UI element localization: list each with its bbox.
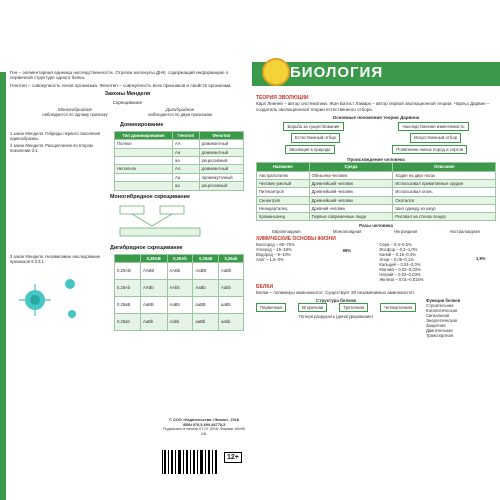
- darwin-item: Искусственный отбор: [410, 133, 461, 142]
- table-row: Неандерталец Древний человек Шил одежду из шкур: [257, 204, 496, 212]
- imprint-block: [160, 418, 248, 436]
- intro-paragraph-2: Генотип – совокупность генов организма. Фенотип – совокупность всех признаков и свойств организма.: [10, 82, 232, 88]
- mono-cross-title: Моногибридное скрещивание: [110, 193, 190, 200]
- dominance-title: Доминирование: [120, 122, 164, 129]
- table-row: аа рецессивный: [115, 157, 244, 165]
- evo-title: ТЕОРИЯ ЭВОЛЮЦИИ: [256, 95, 309, 101]
- table-row: 0,25аВ АаВВ АаВb ааВВ ааВb: [115, 296, 244, 313]
- virus-illustration: [10, 270, 90, 330]
- age-badge: 12+: [224, 452, 242, 463]
- table-row: Аа доминантный: [115, 148, 244, 156]
- table-row: Полное АА доминантный: [115, 140, 244, 148]
- darwin-item: Естественный отбор: [291, 133, 340, 142]
- di-desc: наблюдается по двум признакам: [148, 112, 212, 118]
- chem-pct-main: 98%: [342, 248, 352, 254]
- dominance-table: [114, 131, 244, 191]
- table-row: Человек умелый Древнейший человек Использовал примитивные орудия: [257, 179, 496, 187]
- table-row: Питекантроп Древнейший человек Использовал огонь: [257, 188, 496, 196]
- darwin-item: Борьба за существование: [283, 122, 343, 131]
- race-label: Монголоидная: [333, 228, 362, 234]
- law-3: 3 закон Менделя. Независимое наследование признаков 9:3:3:1.: [10, 253, 101, 264]
- chem-pct-secondary: 1,9%: [475, 256, 486, 262]
- dom-header: Генотип: [173, 131, 200, 139]
- law-1: 1 закон Менделя. Гибриды первого поколения единообразны.: [10, 130, 101, 141]
- table-row: аа рецессивный: [115, 182, 244, 190]
- proteins-title: БЕЛКИ: [256, 284, 274, 291]
- table-row: 0,25аb АаВb Ааbb ааВb ааbb: [115, 313, 244, 330]
- denature-note: Потеря разрушить (денатурирование): [299, 313, 373, 319]
- right-page: ТЕОРИЯ ЭВОЛЮЦИИ Карл Линней – автор систематики. Жан Батист Ламарк – автор первой эволюционной теории. Чарльз Дарвин – создатель эволюционной теории естественного отбора. Основные положения теории Дарвина Борьба за существование Наследственная изменчивость Естественный отбор Искусственный отбор Эволюция в природе Появление новых пород и сортов Происхождение человека Название Среда Описание Австралопитек Обезьяна-человек Ходил на двух ногах Человек умелый Древнейший человек Использовал примитивные орудия Питекантроп Древнейший человек Использовал огонь Синантроп Древнейший человек Охотился Неандерталец Древний человек Шил одежду из шкур Кроманьонец Первые современные люди Рисовал на стенах пещер Расы человека Европеоидная Монголоидная Негроидная Австралоидная ХИМИЧЕСКИЕ ОСНОВЫ ЖИЗНИ Кислород – 65–75% Углерод – 15–18% Водород – 8–10% Азот – 1,5–3% 98% Сера – 0,4–0,5% Фосфор – 0,2–1,0% Калий – 0,15–0,4% Хлор – 0,05–0,1% Кальций – 0,04–2,0% Магний – 0,02–0,03% Натрий – 0,02–0,03% Железо – 0,01–0,015% 1,9% БЕЛКИ Белки – полимеры аминокислот. Существует 20 незаменимых аминокислот. Структура белков Первичная Вторичная Третичная Четвертичная Потеря разрушить (денатурирование) Функции белков Строительная Каталитическая Сигнальная Энергетическая Защитная Двигательная Транспортная: [256, 96, 496, 338]
- law-2: 2 закон Менделя. Расщепление во втором поколении 3:1.: [10, 142, 93, 153]
- dom-header: Тип доминирования: [115, 131, 173, 139]
- proteins-paragraph: Белки – полимеры аминокислот. Существует 20 незаменимых аминокислот.: [256, 290, 415, 296]
- mono-label: Моногибридное: [57, 107, 93, 113]
- isbn: ISBN 978-5-699-84778-5: [182, 422, 226, 427]
- mendel-title: Законы Менделя: [104, 91, 151, 98]
- table-row: Австралопитек Обезьяна-человек Ходил на двух ногах: [257, 171, 496, 179]
- mono-desc: наблюдается по одному признаку: [42, 112, 108, 118]
- race-label: Европеоидная: [272, 228, 301, 234]
- races-title: Расы человека: [359, 223, 393, 229]
- race-label: Австралоидная: [449, 228, 480, 234]
- evo-paragraph: Карл Линней – автор систематики. Жан Батист Ламарк – автор первой эволюционной теории. Чарльз Дарвин – создатель эволюционной теории естественного отбора.: [256, 101, 490, 112]
- di-cross-title: Дигибридное скрещивание: [110, 245, 183, 252]
- table-row: Кроманьонец Первые современные люди Рисовал на стенах пещер: [257, 213, 496, 221]
- table-row: 0,25Аb ААВb ААbb АаВb Ааbb: [115, 279, 244, 296]
- barcode-graphic: [160, 448, 220, 478]
- punnett-table: 0,25АВ 0,25Аb 0,25аВ 0,25аb 0,25АВ ААВВ ААВb АаВВ АаВb 0,25Аb ААВb ААbb АаВb Ааbb 0,25аВ АаВВ АаВb ааВВ ааВb 0,25аb АаВb Ааbb ааВb ааbb: [114, 254, 244, 331]
- human-table: Название Среда Описание Австралопитек Обезьяна-человек Ходил на двух ногах Человек умелый Древнейший человек Использовал примитивные орудия Питекантроп Древнейший человек Использовал огонь Синантроп Древнейший человек Охотился Неандерталец Древний человек Шил одежду из шкур Кроманьонец Первые современные люди Рисовал на стенах пещер: [256, 162, 496, 221]
- chem-title: ХИМИЧЕСКИЕ ОСНОВЫ ЖИЗНИ: [256, 235, 336, 242]
- mono-cross-diagram: [110, 202, 245, 242]
- intro-paragraph-1: Ген – элементарная единица наследственности. Отрезок молекулы ДНК, содержащий информацию о первичной структуре одного белка.: [10, 70, 229, 81]
- table-row: 0,25АВ ААВВ ААВb АаВВ АаВb: [115, 262, 244, 279]
- table-row: Неполное АА доминантный: [115, 165, 244, 173]
- human-title: Происхождение человека: [347, 157, 405, 163]
- crossing-title: Скрещивание: [112, 99, 143, 105]
- table-row: Синантроп Древнейший человек Охотился: [257, 196, 496, 204]
- race-label: Негроидная: [393, 228, 418, 234]
- mono-cross-svg: [110, 202, 240, 242]
- imprint-note: Подписано в печать 07.07.2016. Формат 60x90 1/8.: [162, 427, 246, 436]
- copyright: © ООО «Издательство «Эксмо», 2018: [169, 418, 239, 422]
- dom-header: Фенотип: [199, 131, 243, 139]
- barcode: [160, 448, 240, 488]
- publisher-logo-icon: [262, 58, 290, 86]
- functions-title: Функции белков: [426, 297, 461, 303]
- darwin-item: Появление новых пород и сортов: [392, 145, 467, 154]
- darwin-item: Наследственная изменчивость: [398, 122, 468, 131]
- table-row: Аа промежуточный: [115, 173, 244, 181]
- page-title: БИОЛОГИЯ: [290, 64, 384, 81]
- di-label: Дигибридное: [165, 107, 195, 113]
- structure-title: Структура белков: [315, 297, 356, 303]
- darwin-item: Эволюция в природе: [285, 145, 335, 154]
- darwin-title: Основные положения теории Дарвина: [332, 114, 420, 120]
